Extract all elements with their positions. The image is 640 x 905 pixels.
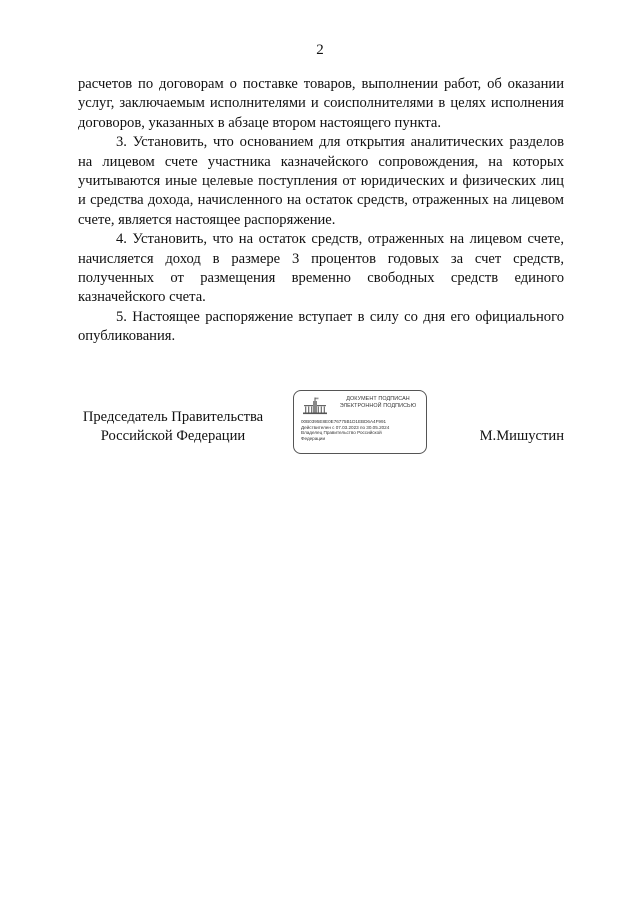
stamp-header-line1: ДОКУМЕНТ ПОДПИСАН xyxy=(346,396,410,402)
paragraph-item-3: 3. Установить, что основанием для открытия аналитических разделов на лицевом счете участника казначейского сопровождения, на которых учитываются иные целевые поступления от юридических и физических лиц и средства дохода, начисленного на остаток средств, отраженных на лицевом счете, является настоящее распоряжение. xyxy=(78,134,564,228)
paragraph-item-5: 5. Настоящее распоряжение вступает в силу со дня его официального опубликования. xyxy=(78,308,564,345)
stamp-details xyxy=(301,419,425,441)
paragraph-item-4: 4. Установить, что на остаток средств, отраженных на лицевом счете, начисляется доход в размере 3 процентов годовых за счет средств, полученных от размещения временно свободных средств единого казначейского счета. xyxy=(78,231,564,306)
signer-title-line1: Председатель Правительства xyxy=(82,409,264,425)
stamp-validity: Действителен с 07.03.2023 по 30.05.2024 xyxy=(301,424,390,430)
signer-title xyxy=(78,408,268,446)
electronic-signature-stamp xyxy=(293,390,427,454)
signer-title-line2: Российской Федерации xyxy=(100,428,246,444)
government-building-icon xyxy=(302,397,328,415)
stamp-owner-line2: Федерации xyxy=(301,435,326,441)
paragraph-continuation: расчетов по договорам о поставке товаров, выполнении работ, об оказании услуг, заключаемым исполнителями и соисполнителями в целях исполнения договоров, указанных в абзаце втором настоящего пункта. xyxy=(78,76,564,131)
stamp-header xyxy=(332,396,424,410)
signer-name: М.Мишустин xyxy=(479,428,564,444)
page-number: 2 xyxy=(316,42,324,58)
document-body xyxy=(78,75,564,347)
stamp-owner-line1: Владелец Правительство Российской xyxy=(301,430,382,436)
stamp-certificate: 00B0395E8E0E76775B1D1EBD6A4F991 xyxy=(301,419,387,424)
stamp-header-line2: ЭЛЕКТРОННОЙ ПОДПИСЬЮ xyxy=(339,403,417,409)
